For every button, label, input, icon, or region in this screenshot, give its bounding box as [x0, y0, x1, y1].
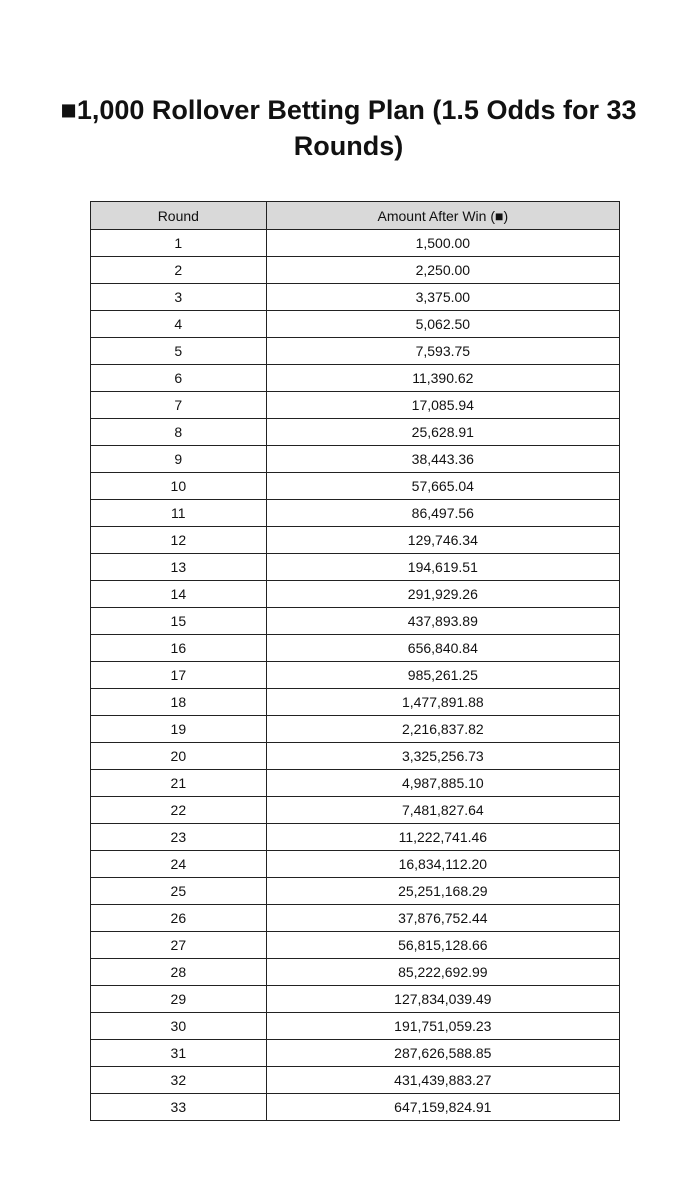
amount-cell: 7,481,827.64 — [266, 797, 619, 824]
round-cell: 30 — [91, 1013, 267, 1040]
amount-cell: 127,834,039.49 — [266, 986, 619, 1013]
table-row — [91, 905, 620, 932]
table-row — [91, 311, 620, 338]
column-header-amount: Amount After Win (■) — [266, 202, 619, 230]
table-row — [91, 1094, 620, 1121]
round-cell: 5 — [91, 338, 267, 365]
amount-cell: 656,840.84 — [266, 635, 619, 662]
round-cell: 8 — [91, 419, 267, 446]
round-cell: 25 — [91, 878, 267, 905]
round-cell: 18 — [91, 689, 267, 716]
round-cell: 1 — [91, 230, 267, 257]
page-title: ■1,000 Rollover Betting Plan (1.5 Odds for 33 Rounds) — [60, 95, 637, 161]
table-row — [91, 419, 620, 446]
table-row — [91, 689, 620, 716]
table-row — [91, 851, 620, 878]
round-cell: 19 — [91, 716, 267, 743]
round-cell: 15 — [91, 608, 267, 635]
round-cell: 2 — [91, 257, 267, 284]
amount-cell: 16,834,112.20 — [266, 851, 619, 878]
table-row — [91, 959, 620, 986]
amount-cell: 25,251,168.29 — [266, 878, 619, 905]
amount-cell: 38,443.36 — [266, 446, 619, 473]
amount-cell: 985,261.25 — [266, 662, 619, 689]
amount-cell: 1,500.00 — [266, 230, 619, 257]
round-cell: 6 — [91, 365, 267, 392]
amount-cell: 5,062.50 — [266, 311, 619, 338]
table-row — [91, 284, 620, 311]
table-row — [91, 527, 620, 554]
round-cell: 21 — [91, 770, 267, 797]
table-row — [91, 662, 620, 689]
amount-cell: 57,665.04 — [266, 473, 619, 500]
amount-cell: 431,439,883.27 — [266, 1067, 619, 1094]
round-cell: 14 — [91, 581, 267, 608]
round-cell: 12 — [91, 527, 267, 554]
table-row — [91, 446, 620, 473]
amount-cell: 85,222,692.99 — [266, 959, 619, 986]
round-cell: 10 — [91, 473, 267, 500]
round-cell: 28 — [91, 959, 267, 986]
table-row — [91, 257, 620, 284]
amount-cell: 37,876,752.44 — [266, 905, 619, 932]
round-cell: 11 — [91, 500, 267, 527]
table-row — [91, 986, 620, 1013]
table-row — [91, 473, 620, 500]
round-cell: 4 — [91, 311, 267, 338]
round-cell: 22 — [91, 797, 267, 824]
amount-cell: 3,375.00 — [266, 284, 619, 311]
round-cell: 3 — [91, 284, 267, 311]
amount-cell: 129,746.34 — [266, 527, 619, 554]
amount-cell: 11,390.62 — [266, 365, 619, 392]
table-row — [91, 932, 620, 959]
table-row — [91, 608, 620, 635]
round-cell: 26 — [91, 905, 267, 932]
betting-plan-table — [90, 201, 620, 1121]
round-cell: 16 — [91, 635, 267, 662]
amount-cell: 291,929.26 — [266, 581, 619, 608]
table-row — [91, 230, 620, 257]
amount-cell: 2,216,837.82 — [266, 716, 619, 743]
amount-cell: 437,893.89 — [266, 608, 619, 635]
table-row — [91, 392, 620, 419]
table-row — [91, 500, 620, 527]
amount-cell: 1,477,891.88 — [266, 689, 619, 716]
amount-cell: 56,815,128.66 — [266, 932, 619, 959]
amount-cell: 4,987,885.10 — [266, 770, 619, 797]
round-cell: 20 — [91, 743, 267, 770]
table-row — [91, 581, 620, 608]
table-row — [91, 1013, 620, 1040]
round-cell: 13 — [91, 554, 267, 581]
round-cell: 32 — [91, 1067, 267, 1094]
table-row — [91, 770, 620, 797]
table-row — [91, 1067, 620, 1094]
table-row — [91, 338, 620, 365]
amount-cell: 287,626,588.85 — [266, 1040, 619, 1067]
round-cell: 29 — [91, 986, 267, 1013]
amount-cell: 3,325,256.73 — [266, 743, 619, 770]
table-row — [91, 554, 620, 581]
table-row — [91, 1040, 620, 1067]
amount-cell: 2,250.00 — [266, 257, 619, 284]
amount-cell: 25,628.91 — [266, 419, 619, 446]
amount-cell: 86,497.56 — [266, 500, 619, 527]
table-row — [91, 878, 620, 905]
amount-cell: 194,619.51 — [266, 554, 619, 581]
table-body — [91, 230, 620, 1121]
amount-cell: 647,159,824.91 — [266, 1094, 619, 1121]
round-cell: 17 — [91, 662, 267, 689]
table-row — [91, 635, 620, 662]
round-cell: 9 — [91, 446, 267, 473]
column-header-round: Round — [91, 202, 267, 230]
round-cell: 33 — [91, 1094, 267, 1121]
round-cell: 31 — [91, 1040, 267, 1067]
table-row — [91, 824, 620, 851]
table-row — [91, 365, 620, 392]
table-header-row — [91, 202, 620, 230]
amount-cell: 191,751,059.23 — [266, 1013, 619, 1040]
amount-cell: 11,222,741.46 — [266, 824, 619, 851]
amount-cell: 17,085.94 — [266, 392, 619, 419]
round-cell: 7 — [91, 392, 267, 419]
round-cell: 27 — [91, 932, 267, 959]
amount-cell: 7,593.75 — [266, 338, 619, 365]
round-cell: 24 — [91, 851, 267, 878]
round-cell: 23 — [91, 824, 267, 851]
table-row — [91, 797, 620, 824]
table-row — [91, 716, 620, 743]
table-row — [91, 743, 620, 770]
